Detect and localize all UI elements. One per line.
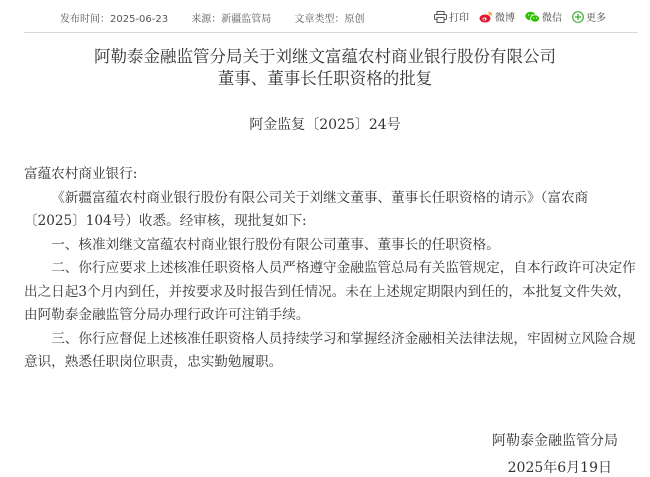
title-line-1: 阿勒泰金融监管分局关于刘继文富蕴农村商业银行股份有限公司 [94, 47, 556, 66]
more-share-button[interactable] [572, 9, 606, 24]
paragraph-request: 《新疆富蕴农村商业银行股份有限公司关于刘继文董事、董事长任职资格的请示》（富农商〔2025〕104号）收悉。经审核，现批复如下: [24, 189, 589, 229]
paragraph-item-1: 一、核准刘继文富蕴农村商业银行股份有限公司董事、董事长的任职资格。 [51, 236, 500, 253]
printer-icon [434, 11, 447, 23]
source: 来源：新疆监管局 [191, 14, 272, 25]
salutation: 富蕴农村商业银行: [24, 166, 138, 182]
print-label: 打印 [449, 13, 469, 24]
plus-circle-icon [572, 11, 584, 23]
weibo-label: 微博 [495, 13, 515, 24]
publish-time: 发布时间：2025-06-23 [60, 14, 169, 25]
wechat-share-button[interactable] [525, 9, 562, 24]
document-title [0, 46, 650, 90]
more-label: 更多 [586, 13, 606, 24]
article-meta-bar [24, 0, 638, 33]
paragraph-item-3: 三、你行应督促上述核准任职资格人员持续学习和掌握经济金融相关法律法规，牢固树立风险合规意识，熟悉任职岗位职责，忠实勤勉履职。 [24, 330, 636, 370]
document-body [24, 163, 638, 375]
document-number: 阿金监复〔2025〕24号 [249, 117, 401, 133]
wechat-label: 微信 [542, 13, 562, 24]
wechat-icon [525, 11, 540, 23]
title-line-2: 董事、董事长任职资格的批复 [217, 69, 433, 88]
article-type: 文章类型：原创 [294, 14, 365, 25]
print-button[interactable] [434, 9, 469, 24]
weibo-icon [479, 11, 493, 23]
issuer-signature: 阿勒泰金融监管分局 [492, 433, 618, 449]
share-toolbar [424, 9, 606, 24]
issue-date: 2025年6月19日 [507, 460, 612, 476]
weibo-share-button[interactable] [479, 9, 515, 24]
article-meta [60, 10, 385, 25]
paragraph-item-2: 二、你行应要求上述核准任职资格人员严格遵守金融监管总局有关监管规定，自本行政许可决定作出之日起3个月内到任，并按要求及时报告到任情况。未在上述规定期限内到任的，本批复文件失效，由阿勒泰金融监管分局办理行政许可注销手续。 [24, 260, 636, 323]
